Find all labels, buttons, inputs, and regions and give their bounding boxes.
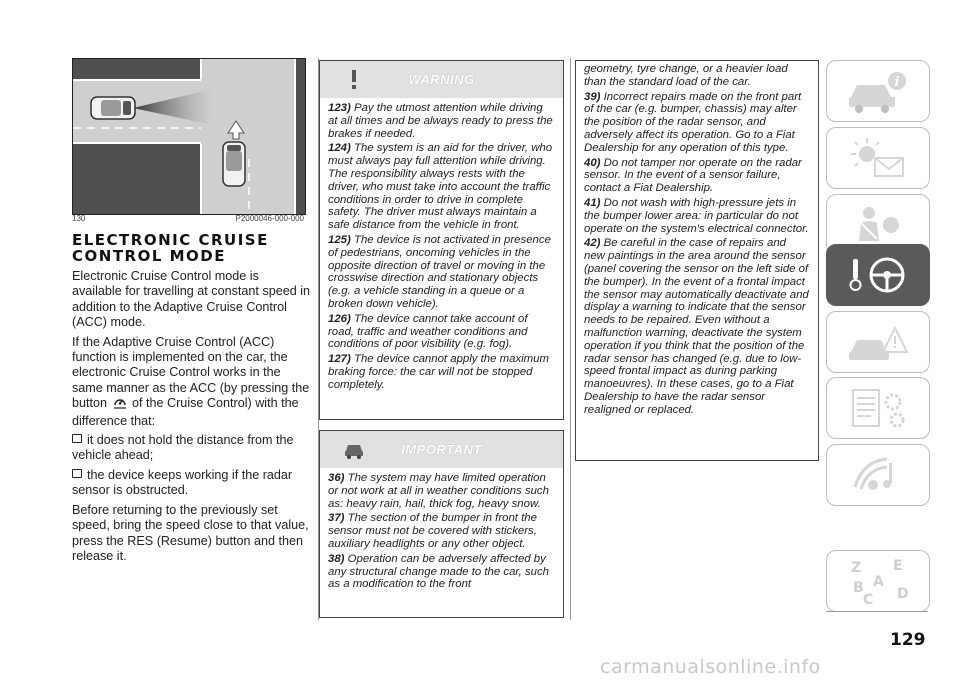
index-letter: C: [863, 592, 874, 606]
paragraph-acc-part1: If the Adaptive Cruise Control (ACC) function is implemented on the car, the electronic Cruise Control works in the same manner as the ACC (by pressing the button: [72, 334, 310, 411]
tab-emergency[interactable]: [826, 311, 930, 373]
warning-item: 123) Pay the utmost attention while driving at all times and be always ready to press the brakes if needed.: [328, 102, 553, 140]
paragraph-intro: Electronic Cruise Control mode is available for travelling at constant speed in addition to the Adaptive Cruise Control (ACC) mode.: [72, 269, 311, 330]
car-info-icon: [843, 67, 913, 115]
tab-starting-and-driving[interactable]: [826, 244, 930, 306]
index-letter: B: [853, 580, 864, 596]
key-steering-wheel-icon: [843, 251, 913, 299]
watermark: carmanualsonline.info: [600, 656, 821, 678]
tab-dashboard[interactable]: [826, 127, 930, 189]
svg-text:i: i: [894, 75, 900, 90]
tab-multimedia[interactable]: [826, 444, 930, 506]
important-item: 37) The section of the bumper in front the sensor must not be covered with stickers, auxiliary headlights or any other object.: [328, 512, 537, 550]
bullet-icon: [72, 434, 82, 443]
cruise-control-button-icon: [113, 396, 127, 413]
figure-caption: [72, 214, 304, 223]
car-top-view: [91, 97, 135, 119]
warning-header: [320, 61, 563, 98]
seatbelt-airbag-icon: [843, 201, 913, 249]
alphabetical-index-icon: [843, 556, 913, 606]
index-letter: E: [893, 558, 903, 574]
warning-body: [320, 98, 563, 398]
important-header: [320, 431, 563, 468]
car-crash-warning-icon: [843, 318, 913, 366]
important-item: 38) Operation can be adversely affected by any structural change made to the car, such as a modification to the front: [328, 552, 549, 591]
multimedia-icon: [843, 451, 913, 499]
car-hand-icon: [342, 437, 366, 466]
bullet-item: the device keeps working if the radar sensor is obstructed.: [72, 467, 293, 498]
warning-item: 127) The device cannot apply the maximum braking force: the car will not be stopped completely.: [328, 353, 549, 391]
document-gear-icon: [843, 384, 913, 432]
index-letter: D: [897, 586, 909, 602]
acc-illustration: [73, 59, 305, 214]
warning-triangle-icon: [342, 67, 366, 96]
warning-title: WARNING: [408, 72, 475, 87]
important-continued-body: [576, 61, 818, 423]
bullet-icon: [72, 469, 82, 478]
important-item: 39) Incorrect repairs made on the front part of the car (e.g. bumper, chassis) may alter the position of the radar sensor, and adversely affect its operation. Go to a Fiat Dealership for any operation of this type.: [584, 90, 802, 154]
paragraph-acc-part2: of the Cruise Control) with the difference that:: [72, 396, 299, 428]
index-letter: Z: [851, 560, 862, 576]
warning-item: 126) The device cannot take account of road, traffic and weather conditions and conditions of poor visibility (e.g. fog).: [328, 312, 528, 351]
continued-lead: geometry, tyre change, or a heavier load than the standard load of the car.: [584, 63, 788, 88]
section-title: ELECTRONIC CRUISE CONTROL MODE: [72, 231, 269, 265]
index-letter: A: [873, 574, 884, 590]
tab-bottom-rule: [826, 611, 928, 612]
important-item: 40) Do not tamper nor operate on the radar sensor. In the event of a sensor failure, contact a Fiat Dealership.: [584, 156, 802, 195]
left-column-text: [72, 269, 312, 568]
tab-index[interactable]: [826, 550, 930, 612]
page-number: 129: [890, 630, 926, 650]
warning-item: 125) The device is not activated in presence of pedestrians, oncoming vehicles in the opposite direction of travel or moving in the crosswise direction and stationary objects (e.g. a vehicle standing in a queue or a broken down vehicle).: [328, 233, 551, 310]
important-title: IMPORTANT: [401, 442, 482, 457]
bullet-item: it does not hold the distance from the vehicle ahead;: [72, 433, 294, 463]
important-continued-box: [575, 60, 819, 461]
important-box: [319, 430, 564, 618]
sun-envelope-icon: [843, 134, 913, 182]
important-item: 41) Do not wash with high-pressure jets in the bumper lower area: in particular do not operate on the system's electrical connector.: [584, 196, 809, 235]
paragraph-resume: Before returning to the previously set speed, bring the speed close to that value, press the RES (Resume) button and then release it.: [72, 502, 309, 563]
important-item: 36) The system may have limited operation or not work at all in weather conditions such as: heavy rain, hail, thick fog, heavy snow.: [328, 472, 549, 510]
figure-130: [72, 58, 306, 215]
figure-number: 130: [72, 214, 86, 223]
figure-code: P2000046-000-000: [235, 214, 304, 223]
column-divider: [570, 58, 571, 620]
tab-knowing-your-car[interactable]: [826, 60, 930, 122]
important-body: [320, 468, 563, 597]
tab-servicing[interactable]: [826, 377, 930, 439]
warning-box: [319, 60, 564, 420]
paragraph-acc: [72, 335, 312, 429]
warning-item: 124) The system is an aid for the driver, who must always pay full attention while driving. The responsibility always rests with the driver, who must take into account the traffic conditions in order to drive in complete safety. The driver must always maintain a safe distance from the vehicle in front.: [328, 142, 553, 232]
important-item: 42) Be careful in the case of repairs and new paintings in the area around the sensor (panel covering the sensor on the left side of the bumper). In the event of a frontal impact the sensor may automatically deactivate and display a warning to indicate that the sensor needs to be repaired. Even without a malfunction warning, deactivate the system operation if you think that the position of the radar sensor has changed (e.g. due to low-speed frontal impact as during parking manoeuvres). In these cases, go to a Fiat Dealership to have the radar sensor realigned or replaced.: [584, 237, 809, 416]
